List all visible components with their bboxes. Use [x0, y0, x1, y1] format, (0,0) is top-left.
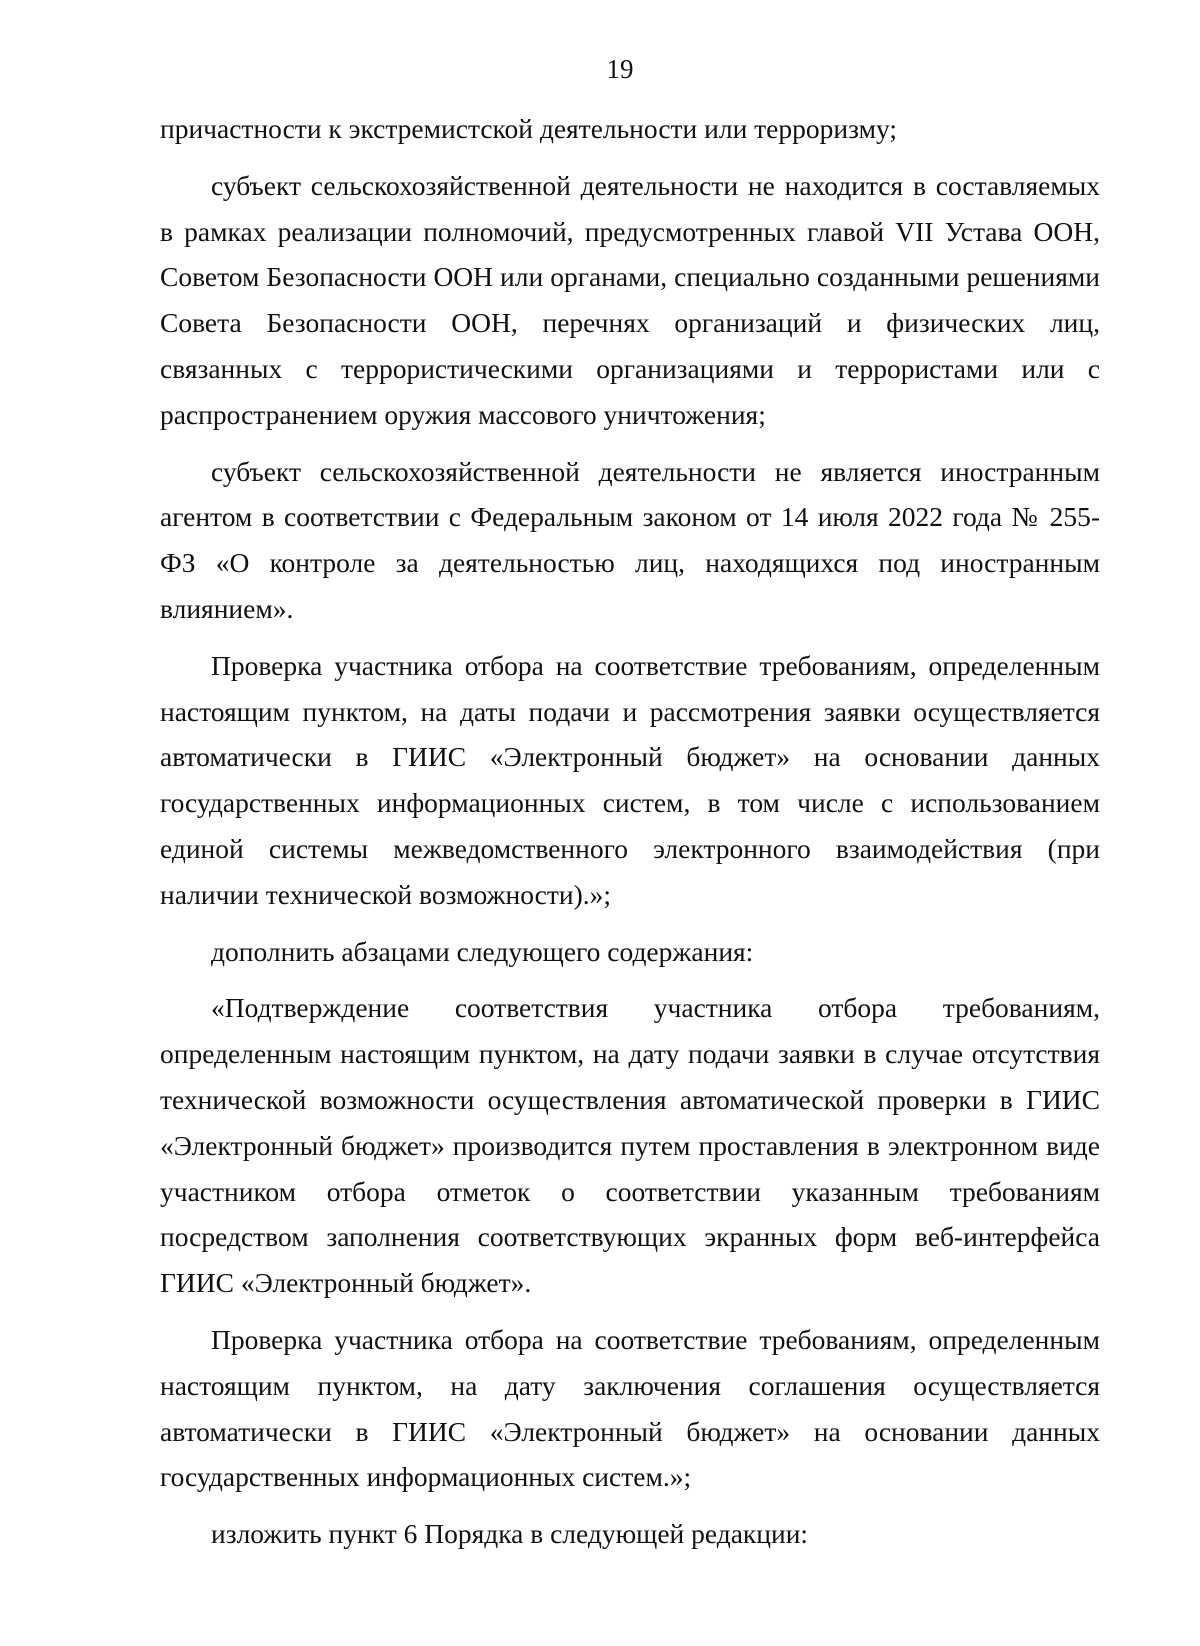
- page-number: 19: [606, 54, 634, 84]
- paragraph-amend-point-6: изложить пункт 6 Порядка в следующей редакции:: [211, 1518, 809, 1550]
- paragraph-foreign-agent: субъект сельскохозяйственной деятельности не является иностранным агентом в соответствии с Федеральным законом от 14 июля 2022 года № 255-ФЗ «О контроле за деятельностью лиц, находящихся под иностранным влиянием».: [160, 455, 1100, 624]
- paragraph-confirmation: «Подтверждение соответствия участника отбора требованиям, определенным настоящим пунктом, на дату подачи заявки в случае отсутствия технической возможности осуществления автоматической проверки в ГИИС «Электронный бюджет» производится путем проставления в электронном виде участником отбора отметок о соответствии указанным требованиям посредством заполнения соответствующих экранных форм веб-интерфейса ГИИС «Электронный бюджет».: [160, 992, 1100, 1299]
- paragraph-supplement-instruction: дополнить абзацами следующего содержания:: [211, 935, 754, 967]
- paragraph-un-sanctions-list: субъект сельскохозяйственной деятельности не находится в составляемых в рамках реализации полномочий, предусмотренных главой VII Устава ООН, Советом Безопасности ООН или органами, специально созданными решениями Совета Безопасности ООН, перечнях организаций и физических лиц, связанных с террористическими организациями и террористами или с распространением оружия массового уничтожения;: [160, 169, 1100, 430]
- paragraph-continuation: причастности к экстремистской деятельности или терроризму;: [160, 113, 898, 144]
- paragraph-automatic-check: Проверка участника отбора на соответствие требованиям, определенным настоящим пунктом, на даты подачи и рассмотрения заявки осуществляется автоматически в ГИИС «Электронный бюджет» на основании данных государственных информационных систем, в том числе с использованием единой системы межведомственного электронного взаимодействия (при наличии технической возможности).»;: [160, 649, 1100, 910]
- document-body: [160, 106, 1100, 1557]
- paragraph-agreement-check: Проверка участника отбора на соответствие требованиям, определенным настоящим пунктом, на дату заключения соглашения осуществляется автоматически в ГИИС «Электронный бюджет» на основании данных государственных информационных систем.»;: [160, 1323, 1100, 1493]
